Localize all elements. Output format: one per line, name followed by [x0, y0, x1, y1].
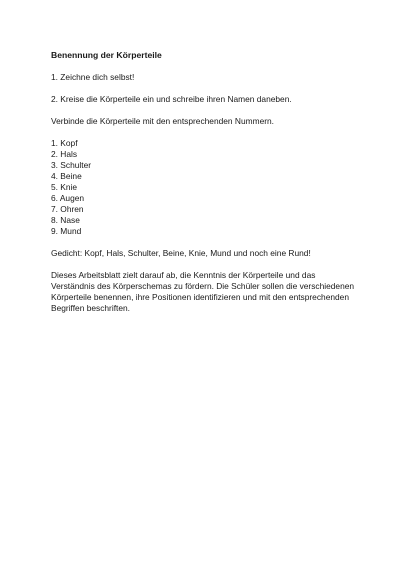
instruction-connect: Verbinde die Körperteile mit den entsprechenden Nummern. [51, 116, 274, 127]
poem-text: Gedicht: Kopf, Hals, Schulter, Beine, Knie, Mund und noch eine Rund! [51, 247, 311, 258]
list-item: 5. Knie [51, 182, 78, 193]
list-item: 8. Nase [51, 214, 80, 225]
list-item: 4. Beine [51, 171, 82, 182]
body-parts-list [51, 138, 361, 236]
list-item: 2. Hals [51, 149, 78, 160]
description-paragraph: Dieses Arbeitsblatt zielt darauf ab, die Kenntnis der Körperteile und das Verständnis des Körperschemas zu fördern. Die Schüler sollen die verschiedenen Körperteile benennen, ihre Positionen identifizieren und mit den entsprechenden Begriffen beschriften. [51, 269, 355, 313]
list-item: 1. Kopf [51, 138, 78, 149]
list-item: 6. Augen [51, 193, 85, 203]
worksheet-content [51, 50, 361, 314]
page-title: Benennung der Körperteile [51, 50, 162, 60]
list-item: 3. Schulter [51, 160, 92, 171]
instruction-draw: 1. Zeichne dich selbst! [51, 72, 135, 83]
list-item: 9. Mund [51, 225, 82, 236]
instruction-circle: 2. Kreise die Körperteile ein und schreibe ihren Namen daneben. [51, 94, 292, 105]
list-item: 7. Ohren [51, 203, 84, 214]
